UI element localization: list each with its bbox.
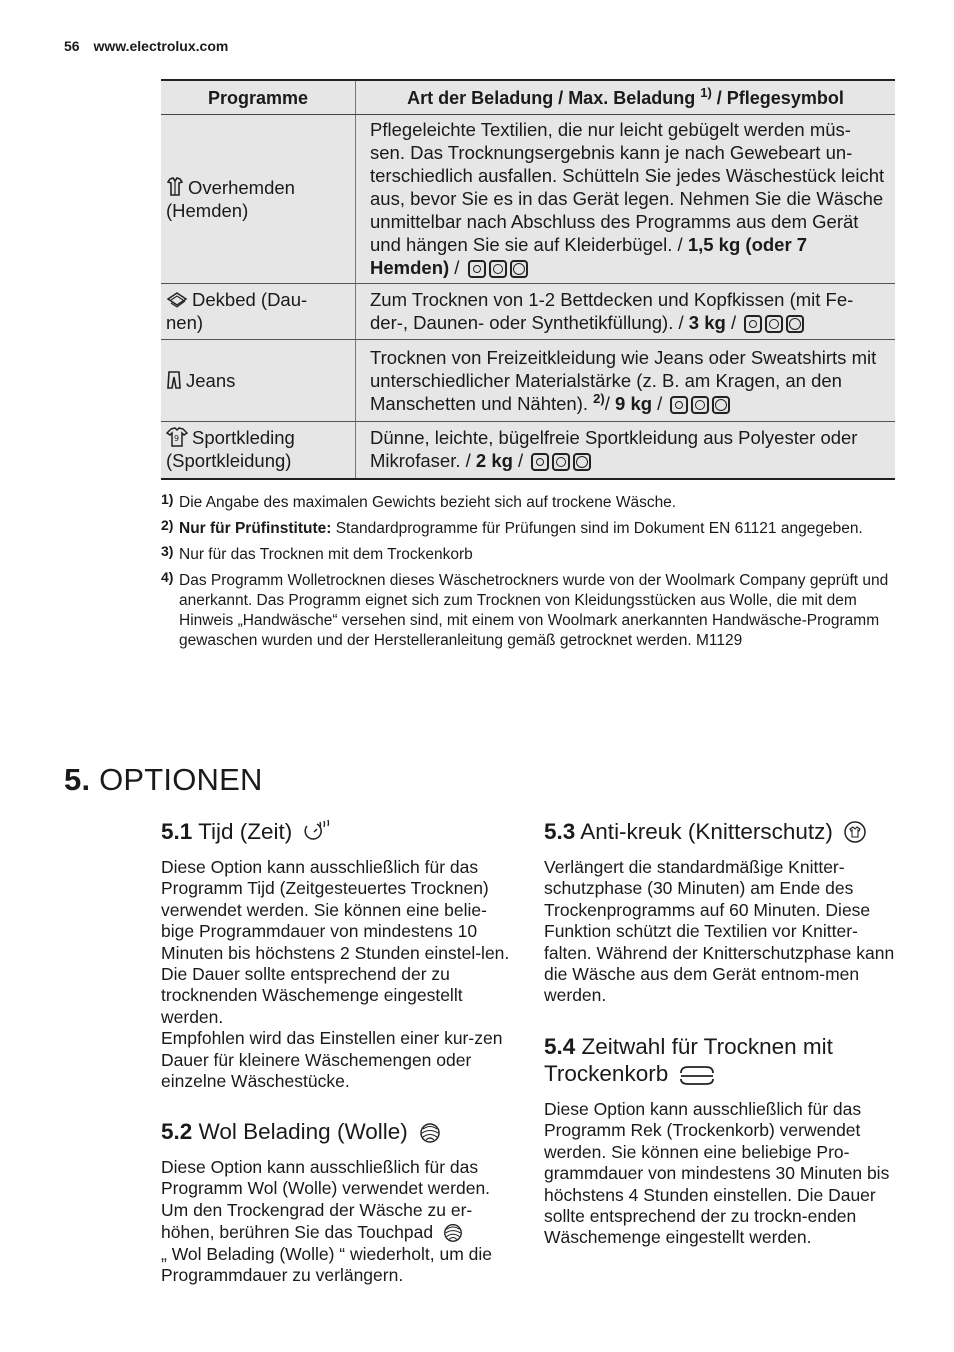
duvet-icon (166, 291, 188, 309)
dryer-high-heat-icon (552, 453, 570, 471)
table-row (161, 115, 895, 284)
dryer-normal-icon (786, 315, 804, 333)
dryer-low-heat-icon (468, 260, 486, 278)
table-row (161, 340, 895, 422)
table-row (161, 284, 895, 340)
table-row (161, 422, 895, 479)
program-name-cell: Overhemden (Hemden) (161, 115, 356, 284)
dryer-high-heat-icon (489, 260, 507, 278)
program-description-cell: Zum Trocknen von 1-2 Bettdecken und Kopfkissen (mit Fe-der-, Daunen- oder Synthetikfüllung). / 3 kg / (356, 284, 896, 340)
table-header-row (161, 80, 895, 115)
dryer-low-heat-icon (670, 396, 688, 414)
anti-crease-icon (843, 820, 867, 844)
page-number: 56 (64, 38, 80, 54)
timer-icon (303, 818, 331, 844)
max-load: 3 kg (688, 312, 726, 333)
dryer-normal-icon (712, 396, 730, 414)
max-load: 9 kg (615, 392, 653, 414)
footnote: 2) Nur für Prüfinstitute: Standardprogramme für Prüfungen sind im Dokument EN 61121 angegeben. (161, 517, 863, 537)
dryer-low-heat-icon (744, 315, 762, 333)
column-header-load: Art der Beladung / Max. Beladung $^{1)}$ / Pflegesymbol (356, 80, 896, 115)
section-heading: 5.1 Tijd (Zeit) (161, 818, 513, 845)
max-load: 1,5 kg (oder 7 Hemden) (370, 234, 808, 278)
chapter-title: 5. OPTIONEN (64, 762, 263, 797)
svg-text:9: 9 (174, 434, 180, 444)
program-table (161, 79, 895, 480)
section-5-1: 5.1 Tijd (Zeit) Diese Option kann ausschließlich für das Programm Tijd (Zeitgesteuertes Trocknen) verwendet werden. Sie können eine belie-bige Programmdauer von mindestens 10 Minuten bis höchstens 2 Stunden einstel-len. Die Dauer sollte entsprechend der zu trocknenden Wäschemenge eingestellt werden. Empfohlen wird das Einstellen einer kur-zen Dauer für kleinere Wäschemengen oder einzelne Wäschestücke. (161, 818, 513, 1092)
program-description-cell: Trocknen von Freizeitkleidung wie Jeans oder Sweatshirts mit unterschiedlicher Materialstärke (z. B. am Kragen, an den Manschetten und Nähten). $^{2)}$/ 9 kg / (356, 340, 896, 422)
wool-icon (418, 1120, 442, 1144)
section-5-4: 5.4 Zeitwahl für Trocknen mit Trockenkorb Diese Option kann ausschließlich für das Programm Rek (Trockenkorb) verwendet werden. Sie können eine beliebige Pro-grammdauer von mindestens 30 Minuten bis höchstens 4 Stunden einstellen. Die Dauer sollte entsprechend der zu trockn-enden Wäschemenge eingestellt werden. (544, 1033, 896, 1249)
dryer-low-heat-icon (531, 453, 549, 471)
program-name-cell: Dekbed (Dau- nen) (161, 284, 356, 340)
program-description-cell: Pflegeleichte Textilien, die nur leicht gebügelt werden müs-sen. Das Trocknungsergebnis kann je nach Gewebeart un-terschiedlich ausfallen. Schütteln Sie jedes Wäschestück leicht aus, bevor Sie es in das Gerät legen. Nehmen Sie die Wäsche unmittelbar nach Abschluss des Programms aus dem Gerät und hängen Sie sie auf Kleiderbügel. / 1,5 kg (oder 7 Hemden) / (356, 115, 896, 284)
section-heading: 5.2 Wol Belading (Wolle) (161, 1118, 516, 1145)
section-heading: 5.3 Anti-kreuk (Knitterschutz) (544, 818, 896, 845)
wool-icon (442, 1221, 464, 1243)
column-header-programme: Programme (161, 80, 356, 115)
footnotes (161, 493, 901, 657)
jeans-icon (166, 370, 182, 390)
section-5-3: 5.3 Anti-kreuk (Knitterschutz) Verlängert die standardmäßige Knitter-schutzphase (30 Minuten) am Ende des Trockenprogramms auf 60 Minuten. Diese Funktion schützt die Textilien vor Knitter-falten. Während der Knitterschutzphase kann die Wäsche aus dem Gerät entnom-men werden. (544, 819, 895, 1006)
drying-rack-icon (678, 1064, 716, 1086)
footnote: 3) Nur für das Trocknen mit dem Trockenkorb (161, 543, 473, 563)
dryer-normal-icon (510, 260, 528, 278)
footnote: 1) Die Angabe des maximalen Gewichts bezieht sich auf trockene Wäsche. (161, 491, 677, 511)
shirt-icon (166, 177, 184, 197)
max-load: 2 kg (475, 450, 513, 472)
program-name-cell: Jeans (161, 340, 356, 422)
page-header (64, 38, 228, 54)
footnote-ref: 1) (700, 85, 712, 100)
footnote-ref: 2) (593, 390, 605, 406)
section-heading: 5.4 Zeitwahl für Trocknen mit Trockenkorb (544, 1034, 833, 1086)
section-5-2: 5.2 Wol Belading (Wolle) Diese Option kann ausschließlich für das Programm Wol (Wolle) verwendet werden. Um den Trockengrad der Wäsche zu er-höhen, berühren Sie das Touchpad „ Wol Belading (Wolle) “ wiederholt, um die Programmdauer zu verlängern. (161, 1118, 516, 1286)
program-description-cell: Dünne, leichte, bügelfreie Sportkleidung aus Polyester oder Mikrofaser. / 2 kg / (356, 422, 896, 479)
dryer-high-heat-icon (765, 315, 783, 333)
sportswear-icon (166, 427, 188, 447)
dryer-normal-icon (573, 453, 591, 471)
footnote: 4) Das Programm Wolletrocknen dieses Wäschetrockners wurde von der Woolmark Company geprüft und anerkannt. Das Programm eignet sich zum Trocknen von Kleidungsstücken aus Wolle, die mit dem Hinweis „Handwäsche“ versehen sind, mit einem von Woolmark anerkannten Handwäsche-Programm gewaschen wurden und der Herstelleranleitung gemäß getrocknet werden. M1129 (161, 569, 889, 649)
program-name-cell: 9 Sportkleding (Sportkleidung) (161, 422, 356, 479)
dryer-high-heat-icon (691, 396, 709, 414)
header-url: www.electrolux.com (93, 38, 229, 54)
